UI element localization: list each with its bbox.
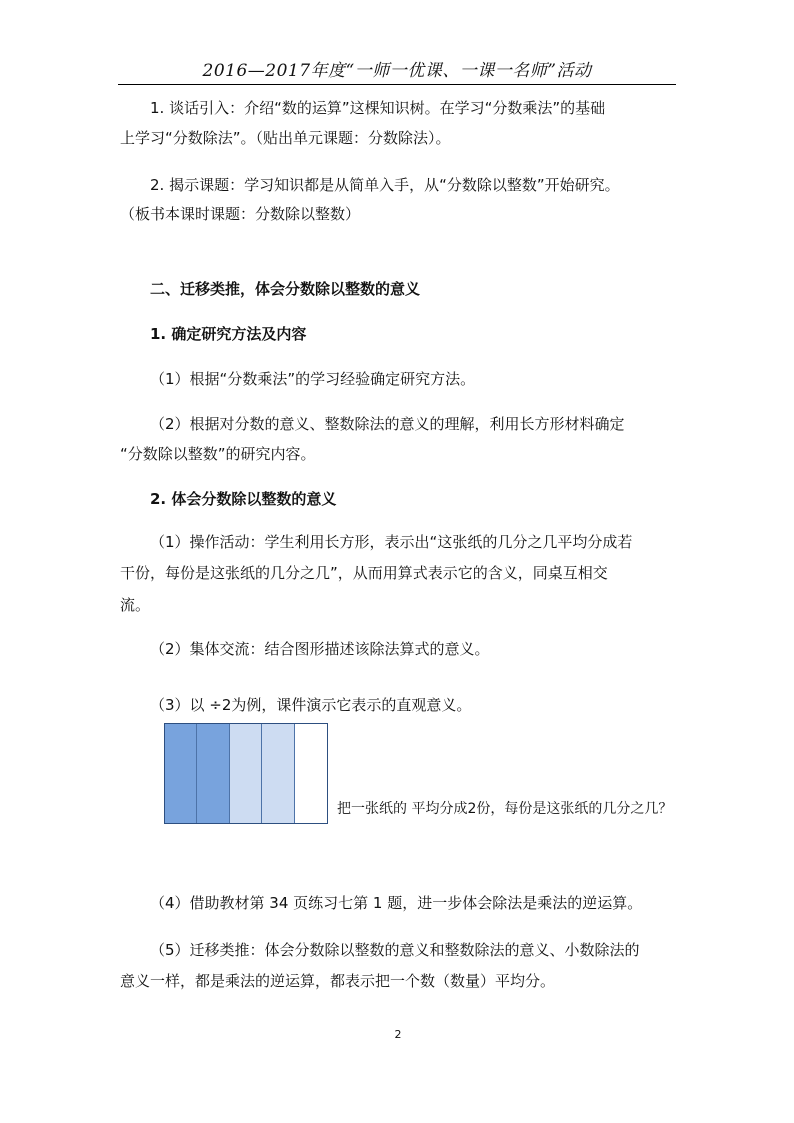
subsection-2-paragraph-3: （3）以 ÷2为例，课件演示它表示的直观意义。: [150, 696, 472, 714]
subsection-1-paragraph-1: （1）根据“分数乘法”的学习经验确定研究方法。: [150, 370, 476, 388]
subsection-1-paragraph-2-line-1: （2）根据对分数的意义、整数除法的意义的理解，利用长方形材料确定: [150, 415, 625, 433]
subsection-1-paragraph-2-line-2: “分数除以整数”的研究内容。: [120, 445, 316, 463]
subsection-1-heading: 1. 确定研究方法及内容: [150, 325, 307, 343]
subsection-2-paragraph-5-line-1: （5）迁移类推：体会分数除以整数的意义和整数除法的意义、小数除法的: [150, 941, 640, 959]
subsection-2-paragraph-1-line-3: 流。: [120, 596, 151, 614]
subsection-2-heading: 2. 体会分数除以整数的意义: [150, 490, 337, 508]
subsection-2-paragraph-4: （4）借助教材第 34 页练习七第 1 题，进一步体会除法是乘法的逆运算。: [150, 894, 643, 912]
fraction-segment: [165, 724, 197, 823]
intro-item-2-line-1: 2. 揭示课题：学习知识都是从简单入手，从“分数除以整数”开始研究。: [150, 176, 620, 194]
intro-item-2-line-2: （板书本课时课题：分数除以整数）: [120, 205, 361, 223]
intro-item-1-line-2: 上学习“分数除法”。（贴出单元课题：分数除法）。: [120, 129, 451, 147]
header-divider: [118, 84, 676, 85]
fraction-segment: [295, 724, 327, 823]
page-header-title: 2016—2017年度“一师一优课、一课一名师”活动: [202, 61, 592, 81]
fraction-segment: [230, 724, 262, 823]
figure-caption: 把一张纸的 平均分成2份，每份是这张纸的几分之几？: [337, 801, 673, 817]
subsection-2-paragraph-2: （2）集体交流：结合图形描述该除法算式的意义。: [150, 640, 490, 658]
subsection-2-paragraph-1-line-1: （1）操作活动：学生利用长方形，表示出“这张纸的几分之几平均分成若: [150, 533, 633, 551]
subsection-2-paragraph-5-line-2: 意义一样，都是乘法的逆运算，都表示把一个数（数量）平均分。: [120, 972, 556, 990]
page-number: 2: [394, 1028, 402, 1041]
fraction-segment: [262, 724, 294, 823]
fraction-rectangle-diagram: [164, 723, 328, 824]
fraction-segment: [197, 724, 229, 823]
intro-item-1-line-1: 1. 谈话引入：介绍“数的运算”这棵知识树。在学习“分数乘法”的基础: [150, 99, 606, 117]
section-2-heading: 二、迁移类推，体会分数除以整数的意义: [150, 280, 421, 298]
subsection-2-paragraph-1-line-2: 干份，每份是这张纸的几分之几”，从而用算式表示它的含义，同桌互相交: [120, 564, 608, 582]
